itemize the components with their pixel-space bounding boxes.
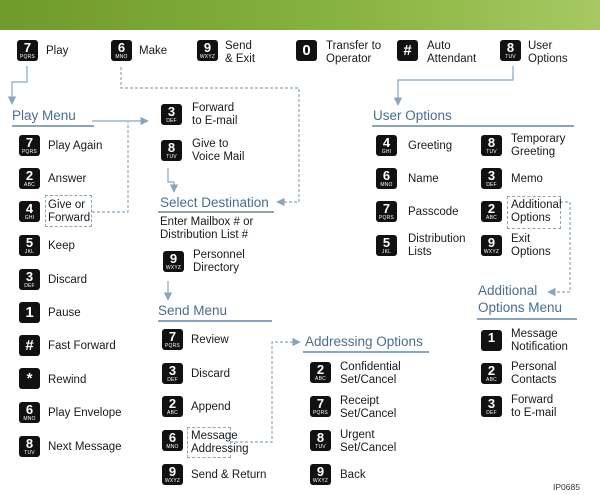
urgent-label: Urgent Set/Cancel (340, 429, 397, 454)
key-digit: 5 (25, 235, 34, 250)
key-digit: 2 (316, 362, 325, 377)
key-5-keep[interactable] (19, 235, 40, 256)
key-9-send-exit[interactable] (197, 40, 218, 61)
send-discard-label: Discard (191, 368, 230, 380)
key-1-message-notification[interactable] (481, 330, 502, 351)
key-letters: MNO (23, 416, 36, 422)
key-digit: 8 (25, 436, 34, 451)
key-digit: 2 (487, 201, 496, 216)
key-8-user-options[interactable] (500, 40, 521, 61)
select-destination-instruction: Enter Mailbox # or Distribution List # (160, 216, 254, 241)
key-letters: TUV (505, 54, 516, 60)
key-9-back[interactable] (310, 464, 331, 485)
play-envelope-label: Play Envelope (48, 407, 122, 419)
key-digit: 9 (487, 235, 496, 250)
key-letters: WXYZ (312, 478, 329, 484)
key-letters: TUV (166, 154, 177, 160)
discard-label: Discard (48, 274, 87, 286)
key-letters: PQRS (379, 215, 394, 221)
user-options-connector (398, 66, 513, 105)
user-options-underline (372, 125, 574, 127)
play-label: Play (46, 45, 69, 57)
key-letters: JKL (381, 249, 392, 255)
personnel-directory-label: Personnel Directory (193, 249, 245, 274)
key-digit: 7 (25, 135, 34, 150)
rewind-label: Rewind (48, 374, 87, 386)
key-digit: 7 (23, 40, 32, 55)
key-6-name[interactable] (376, 168, 397, 189)
key-digit: 5 (382, 235, 391, 250)
key-3-discard[interactable] (19, 269, 40, 290)
memo-label: Memo (511, 173, 543, 185)
key-digit: 3 (168, 363, 177, 378)
key-letters: WXYZ (165, 265, 182, 271)
key-9-exit-options[interactable] (481, 235, 502, 256)
key-digit: * (26, 370, 33, 387)
key-8-next-message[interactable] (19, 436, 40, 457)
send-menu-title: Send Menu (158, 303, 228, 318)
voice-mail-to-select-destination-connector (168, 168, 174, 192)
temporary-greeting-label: Temporary Greeting (511, 133, 566, 158)
keep-label: Keep (48, 240, 75, 252)
forward-email-label: Forward to E-mail (192, 102, 238, 127)
key-3-forward-email[interactable] (161, 104, 182, 125)
additional-options-menu-title: Additional Options Menu (478, 283, 563, 315)
key-digit: 6 (168, 430, 177, 445)
key-2-append[interactable] (162, 396, 183, 417)
key-6-make[interactable] (111, 40, 132, 61)
key-digit: 1 (487, 330, 496, 345)
key-letters: ABC (24, 182, 35, 188)
fast-forward-label: Fast Forward (48, 340, 116, 352)
key-6-play-envelope[interactable] (19, 402, 40, 423)
key-digit: 3 (487, 396, 496, 411)
key-letters: DEF (486, 410, 497, 416)
additional-options-label: Additional Options (511, 199, 562, 224)
name-label: Name (408, 173, 439, 185)
receipt-label: Receipt Set/Cancel (340, 395, 397, 420)
key-7-passcode[interactable] (376, 201, 397, 222)
key-letters: ABC (167, 410, 178, 416)
key-digit: 4 (25, 201, 34, 216)
key-letters: ABC (486, 215, 497, 221)
key-2-personal-contacts[interactable] (481, 363, 502, 384)
key-8-give-voice-mail[interactable] (161, 140, 182, 161)
play-menu-title: Play Menu (12, 108, 76, 123)
key-0-operator[interactable] (296, 40, 317, 61)
key-digit: 1 (25, 304, 34, 321)
key-hash-auto-attendant[interactable] (397, 40, 418, 61)
key-digit: 8 (506, 40, 515, 55)
answer-label: Answer (48, 173, 87, 185)
key-digit: 6 (117, 40, 126, 55)
key-8-temporary-greeting[interactable] (481, 135, 502, 156)
key-7-play-again[interactable] (19, 135, 40, 156)
send-return-label: Send & Return (191, 469, 267, 481)
key-5-distribution-lists[interactable] (376, 235, 397, 256)
key-letters: DEF (486, 182, 497, 188)
key-digit: 7 (168, 329, 177, 344)
play-again-label: Play Again (48, 140, 103, 152)
key-letters: DEF (24, 283, 35, 289)
key-letters: GHI (381, 149, 392, 155)
key-star-rewind[interactable] (19, 368, 40, 389)
key-letters: MNO (115, 54, 128, 60)
give-forward-link-connector (92, 122, 128, 212)
transfer-operator-label: Transfer to Operator (326, 40, 382, 65)
key-hash-fast-forward[interactable] (19, 335, 40, 356)
message-addressing-label: Message Addressing (191, 430, 249, 455)
exit-options-label: Exit Options (511, 233, 551, 258)
key-3-forward-email-additional[interactable] (481, 396, 502, 417)
key-digit: 8 (487, 135, 496, 150)
key-8-urgent[interactable] (310, 430, 331, 451)
key-2-answer[interactable] (19, 168, 40, 189)
play-to-play-menu-connector (12, 66, 27, 104)
key-9-send-return[interactable] (162, 464, 183, 485)
key-letters: WXYZ (199, 54, 216, 60)
key-3-memo[interactable] (481, 168, 502, 189)
give-forward-label: Give or Forward (48, 199, 91, 224)
send-exit-label: Send & Exit (225, 40, 256, 65)
key-1-pause[interactable] (19, 302, 40, 323)
distribution-lists-label: Distribution Lists (408, 233, 466, 258)
key-digit: 9 (316, 464, 325, 479)
key-digit: 0 (302, 42, 311, 59)
message-notification-label: Message Notification (511, 328, 568, 353)
key-digit: 3 (167, 104, 176, 119)
key-letters: PQRS (20, 54, 35, 60)
passcode-label: Passcode (408, 206, 459, 218)
key-digit: 3 (487, 168, 496, 183)
key-digit: 8 (167, 140, 176, 155)
key-letters: MNO (380, 182, 393, 188)
key-2-confidential[interactable] (310, 362, 331, 383)
key-9-personnel-directory[interactable] (163, 251, 184, 272)
key-digit: 9 (168, 464, 177, 479)
confidential-label: Confidential Set/Cancel (340, 361, 401, 386)
key-2-additional-options[interactable] (481, 201, 502, 222)
key-digit: 2 (168, 396, 177, 411)
key-digit: 4 (382, 135, 391, 150)
key-digit: 7 (382, 201, 391, 216)
key-letters: GHI (24, 215, 35, 221)
key-letters: WXYZ (483, 249, 500, 255)
key-letters: DEF (166, 118, 177, 124)
key-letters: DEF (167, 377, 178, 383)
key-7-play[interactable] (17, 40, 38, 61)
key-4-greeting[interactable] (376, 135, 397, 156)
play-menu-underline (12, 125, 94, 127)
key-letters: PQRS (313, 410, 328, 416)
addressing-to-options-connector (230, 342, 300, 442)
forward-email-additional-label: Forward to E-mail (511, 394, 557, 419)
append-label: Append (191, 401, 231, 413)
make-to-select-destination-connector (121, 67, 299, 202)
key-letters: TUV (315, 444, 326, 450)
key-digit: 6 (382, 168, 391, 183)
key-6-message-addressing[interactable] (162, 430, 183, 451)
key-digit: 8 (316, 430, 325, 445)
key-digit: # (403, 42, 412, 59)
addressing-options-title: Addressing Options (305, 334, 423, 349)
key-letters: WXYZ (164, 478, 181, 484)
key-digit: 6 (25, 402, 34, 417)
key-letters: TUV (24, 450, 35, 456)
pause-label: Pause (48, 307, 81, 319)
key-3-send-discard[interactable] (162, 363, 183, 384)
key-7-review[interactable] (162, 329, 183, 350)
review-label: Review (191, 334, 229, 346)
user-options-title: User Options (373, 108, 452, 123)
auto-attendant-label: Auto Attendant (427, 40, 477, 65)
make-label: Make (139, 45, 168, 57)
key-letters: ABC (486, 377, 497, 383)
personal-contacts-label: Personal Contacts (511, 361, 557, 386)
key-digit: 7 (316, 396, 325, 411)
key-letters: PQRS (22, 149, 37, 155)
user-options-label: User Options (528, 40, 568, 65)
addressing-options-underline (303, 351, 429, 353)
key-digit: # (25, 337, 34, 354)
select-destination-title: Select Destination (160, 195, 269, 210)
key-digit: 2 (487, 363, 496, 378)
key-letters: PQRS (165, 343, 180, 349)
key-4-give-forward[interactable] (19, 201, 40, 222)
greeting-label: Greeting (408, 140, 453, 152)
give-voice-mail-label: Give to Voice Mail (192, 138, 245, 163)
figure-code: IP0685 (553, 482, 580, 492)
key-7-receipt[interactable] (310, 396, 331, 417)
key-letters: JKL (24, 249, 35, 255)
key-letters: MNO (166, 444, 179, 450)
key-letters: ABC (315, 376, 326, 382)
select-destination-underline (158, 211, 274, 213)
key-digit: 9 (203, 40, 212, 55)
back-label: Back (340, 469, 366, 481)
next-message-label: Next Message (48, 441, 122, 453)
key-digit: 3 (25, 269, 34, 284)
send-menu-underline (158, 320, 272, 322)
key-letters: TUV (486, 149, 497, 155)
key-digit: 2 (25, 168, 34, 183)
additional-options-menu-underline (477, 318, 577, 320)
key-digit: 9 (169, 251, 178, 266)
